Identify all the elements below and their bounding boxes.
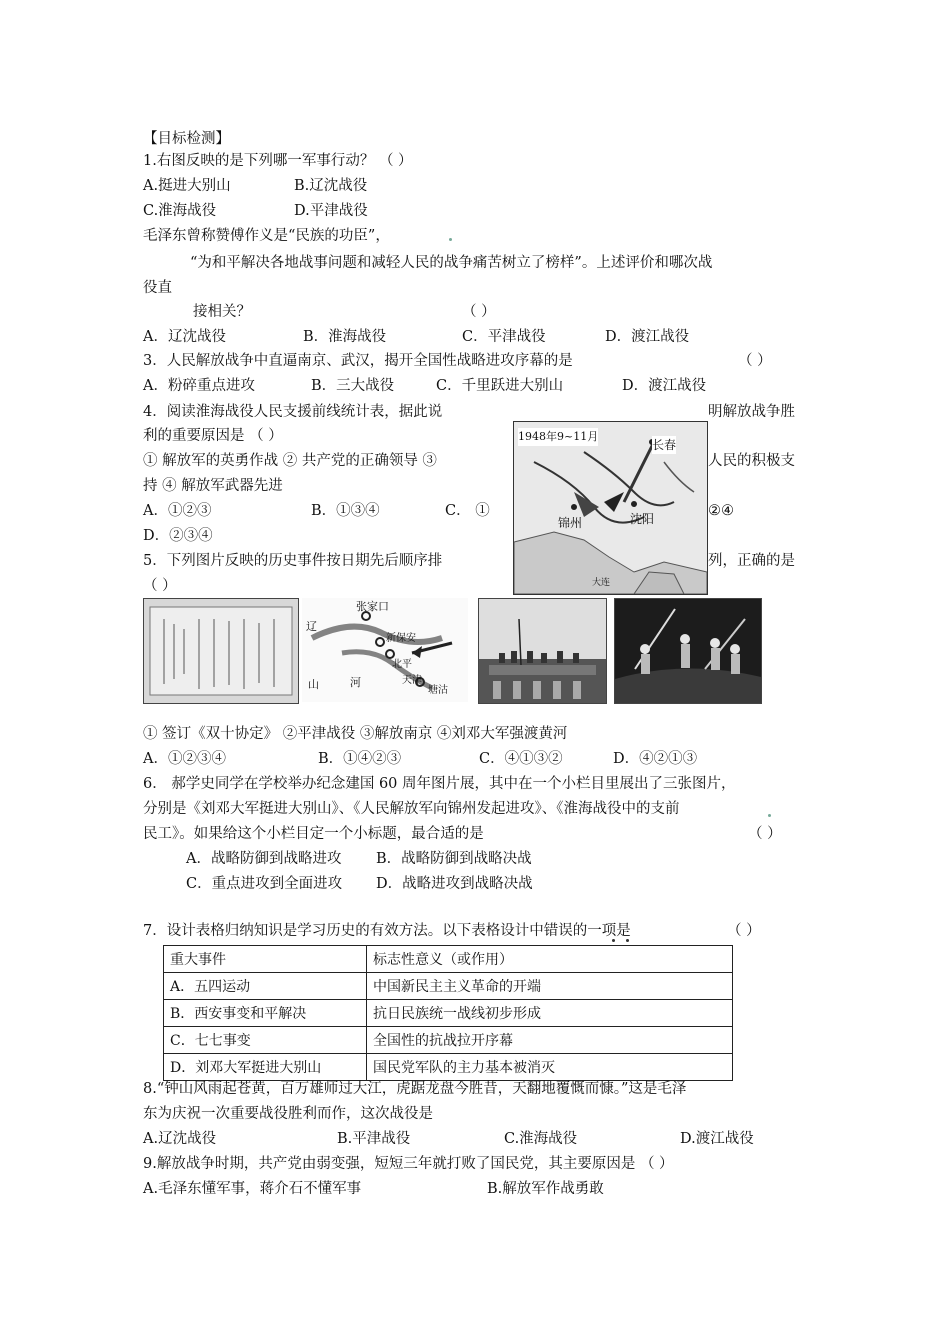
q3-bracket: （ ） — [738, 353, 772, 369]
table-cell: C．七七事变 — [164, 1027, 367, 1054]
q4-option-b: B．①③④ — [311, 503, 380, 519]
q1-option-d: D.平津战役 — [294, 203, 368, 219]
q6-line2: 分别是《刘邓大军挺进大别山》、《人民解放军向锦州发起进攻》、《淮海战役中的支前 — [143, 801, 680, 817]
photo-liberation-of-nanjing — [478, 598, 607, 704]
q5-option-b: B．①④②③ — [318, 751, 402, 767]
table-cell: 中国新民主主义革命的开端 — [367, 973, 733, 1000]
table-cell: 全国性的抗战拉开序幕 — [367, 1027, 733, 1054]
q5-option-a: A．①②③④ — [143, 751, 226, 767]
q3-option-d: D．渡江战役 — [622, 378, 707, 394]
liaoshen-campaign-map — [513, 421, 708, 595]
q4-option-c: C． ① — [445, 503, 490, 519]
q4-line3a: ① 解放军的英勇作战 ② 共产党的正确领导 ③ — [143, 453, 437, 469]
q5-line1a: 5．下列图片反映的历史事件按日期先后顺序排 — [143, 553, 443, 569]
table-header-cell: 标志性意义（或作用） — [367, 946, 733, 973]
map-label-shenyang: 沈阳 — [630, 512, 655, 526]
q6-bracket: （ ） — [748, 826, 782, 842]
q2-line3: 役直 — [143, 280, 172, 296]
q6-option-c: C．重点进攻到全面进攻 — [186, 876, 343, 892]
q7-table — [163, 945, 733, 1081]
map-date-label: 1948年9~11月 — [518, 428, 598, 446]
q6-option-b: B．战略防御到战略决战 — [376, 851, 532, 867]
table-row — [164, 973, 733, 1000]
q6-option-a: A．战略防御到战略进攻 — [186, 851, 342, 867]
q6-line3: 民工》。如果给这个小栏目定一个小标题，最合适的是 — [143, 826, 484, 842]
table-row — [164, 1000, 733, 1027]
table-cell: A．五四运动 — [164, 973, 367, 1000]
q8-line2: 东为庆祝一次重要战役胜利而作，这次战役是 — [143, 1106, 433, 1122]
q4-line1b: 明解放战争胜 — [708, 404, 795, 420]
q2-option-c: C．平津战役 — [462, 329, 546, 345]
q3-option-c: C．千里跃进大别山 — [436, 378, 564, 394]
q2-line2: “为和平解决各地战事问题和减轻人民的战争痛苦树立了榜样”。上述评价和哪次战 — [190, 255, 713, 271]
q5-option-c: C．④①③② — [479, 751, 563, 767]
q5-captions: ① 签订《双十协定》 ②平津战役 ③解放南京 ④刘邓大军强渡黄河 — [143, 726, 568, 742]
q2-option-a: A．辽沈战役 — [143, 329, 226, 345]
q8-option-b: B.平津战役 — [337, 1131, 411, 1147]
q8-option-c: C.淮海战役 — [504, 1131, 578, 1147]
q2-line4: 接相关？ — [193, 304, 251, 320]
pj-label-beiping: 北平 — [392, 659, 412, 670]
q2-option-d: D．渡江战役 — [605, 329, 690, 345]
q6-line1: 6． 郝学史同学在学校举办纪念建国 60 周年图片展，其中在一个小栏目里展出了三张图片， — [143, 776, 736, 792]
map-label-changchun: 长春 — [652, 438, 677, 452]
q2-bracket: （ ） — [462, 304, 496, 320]
q4-option-d: D．②③④ — [143, 528, 213, 544]
q4-line4: 持 ④ 解放军武器先进 — [143, 478, 283, 494]
table-row — [164, 1027, 733, 1054]
pj-label-shan: 山 — [308, 678, 319, 691]
pj-label-tianjin: 天津 — [402, 675, 422, 686]
q1-option-c: C.淮海战役 — [143, 203, 217, 219]
q5-option-d: D．④②①③ — [613, 751, 698, 767]
map-label-jinzhou: 锦州 — [558, 516, 583, 530]
table-cell: D．刘邓大军挺进大别山 — [164, 1054, 367, 1081]
photo-double-tenth-agreement — [143, 598, 299, 704]
q6-option-d: D．战略进攻到战略决战 — [376, 876, 533, 892]
pj-label-tanggu: 塘沽 — [428, 685, 448, 696]
q2-option-b: B．淮海战役 — [303, 329, 387, 345]
q8-line1: 8.“钟山风雨起苍黄，百万雄师过大江，虎踞龙盘今胜昔，天翻地覆慨而慷。”这是毛泽 — [143, 1081, 687, 1097]
q5-line2: （ ） — [143, 578, 177, 594]
q3-option-b: B．三大战役 — [311, 378, 395, 394]
pj-label-xinbaoan: 新保安 — [386, 633, 416, 644]
q4-line3b: 人民的积极支 — [708, 453, 795, 469]
q9-option-a: A.毛泽东懂军事，蒋介石不懂军事 — [143, 1181, 362, 1197]
q1-option-b: B.辽沈战役 — [294, 178, 368, 194]
q8-option-a: A.辽沈战役 — [143, 1131, 217, 1147]
table-cell: 抗日民族统一战线初步形成 — [367, 1000, 733, 1027]
q4-line1a: 4．阅读淮海战役人民支援前线统计表，据此说 — [143, 404, 443, 420]
q7-stem: 7．设计表格归纳知识是学习历史的有效方法。以下表格设计中错误的一项是 — [143, 923, 631, 939]
table-cell: 国民党军队的主力基本被消灭 — [367, 1054, 733, 1081]
q1-stem: 1.右图反映的是下列哪一军事行动？ （ ） — [143, 153, 413, 169]
table-header-row — [164, 946, 733, 973]
pj-label-he: 河 — [350, 676, 361, 689]
q9-option-b: B.解放军作战勇敢 — [487, 1181, 604, 1197]
q5-line1b: 列，正确的是 — [708, 553, 795, 569]
q4-option-a: A．①②③ — [143, 503, 212, 519]
q3-stem: 3．人民解放战争中直逼南京、武汉，揭开全国性战略进攻序幕的是 — [143, 353, 573, 369]
photo-crossing-yellow-river — [614, 598, 762, 704]
pj-label-liao: 辽 — [306, 620, 317, 633]
q1-option-a: A.挺进大别山 — [143, 178, 231, 194]
map-label-dalian: 大连 — [592, 578, 611, 588]
pingjin-campaign-map — [302, 598, 468, 702]
q9-stem: 9.解放战争时期，共产党由弱变强，短短三年就打败了国民党，其主要原因是 （ ） — [143, 1156, 674, 1172]
section-heading: 【目标检测】 — [143, 131, 230, 147]
q7-bracket: （ ） — [727, 923, 761, 939]
q3-option-a: A．粉碎重点进攻 — [143, 378, 255, 394]
q2-line1: 毛泽东曾称赞傅作义是“民族的功臣”， — [143, 228, 390, 244]
table-cell: B．西安事变和平解决 — [164, 1000, 367, 1027]
q8-option-d: D.渡江战役 — [680, 1131, 754, 1147]
table-header-cell: 重大事件 — [164, 946, 367, 973]
pj-label-zhangjiakou: 张家口 — [356, 600, 389, 613]
q4-line2: 利的重要原因是 （ ） — [143, 428, 283, 444]
q4-option-c-rest: ②④ — [708, 503, 734, 519]
table-row — [164, 1054, 733, 1081]
